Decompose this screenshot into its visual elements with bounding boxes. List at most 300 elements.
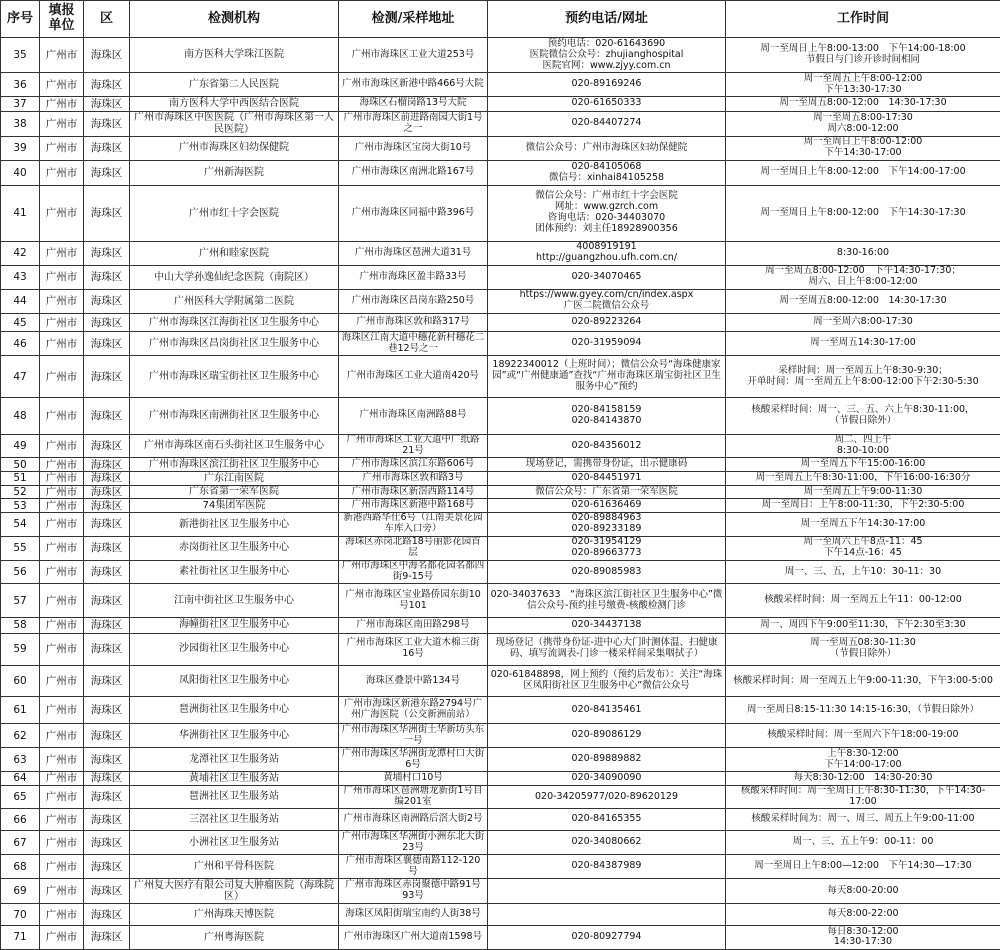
cell-institution: 素社街社区卫生服务中心 <box>130 560 339 584</box>
cell-address: 广州市海珠区昌岗东路250号 <box>339 289 488 313</box>
cell-reporting-unit: 广州市 <box>40 356 84 398</box>
cell-hours: 周一至周日上午8:00-12:00 下午14:00-17:00 <box>726 160 1000 185</box>
cell-reporting-unit: 广州市 <box>40 111 84 136</box>
cell-address: 广州市海珠区新港中路466号大院 <box>339 73 488 97</box>
cell-address: 广州市海珠区琶洲塘龙新街1号自编201室 <box>339 785 488 809</box>
cell-institution: 74集团军医院 <box>130 499 339 513</box>
cell-address: 广州市海珠区宝业路侨园东街10号101 <box>339 584 488 617</box>
cell-address: 广州市海珠区滨江东路606号 <box>339 458 488 472</box>
cell-reporting-unit: 广州市 <box>40 560 84 584</box>
cell-index: 69 <box>1 879 40 904</box>
header-reporting-unit: 填报 单位 <box>40 1 84 38</box>
cell-index: 44 <box>1 289 40 313</box>
cell-district: 海珠区 <box>84 855 130 879</box>
table-row <box>1 160 1000 185</box>
cell-hours: 周一至周日8:15-11:30 14:15-16:30，（节假日除外） <box>726 697 1000 724</box>
cell-index: 37 <box>1 97 40 112</box>
cell-address: 广州市海珠区工业大道253号 <box>339 38 488 73</box>
cell-district: 海珠区 <box>84 398 130 435</box>
table-row <box>1 458 1000 472</box>
cell-contact: 预约电话：020-61643690 医院微信公众号：zhujianghospital 医院官网：www.zjyy.com.cn <box>488 38 726 73</box>
table-row <box>1 73 1000 97</box>
cell-address: 广州市海珠区南洲北路167号 <box>339 160 488 185</box>
cell-hours: 周一至周五8:00-12:00 14:30-17:30 <box>726 289 1000 313</box>
cell-institution: 龙潭社区卫生服务站 <box>130 748 339 772</box>
cell-index: 71 <box>1 925 40 949</box>
cell-reporting-unit: 广州市 <box>40 136 84 160</box>
cell-contact: https://www.gyey.com/cn/index.aspx 广医二院微信公众号 <box>488 289 726 313</box>
cell-hours: 周一、周四下午9:00至11:30，下午2:30至3:30 <box>726 617 1000 633</box>
cell-index: 56 <box>1 560 40 584</box>
cell-index: 42 <box>1 241 40 265</box>
cell-institution: 南方医科大学珠江医院 <box>130 38 339 73</box>
cell-contact: 020-31954129 020-89663773 <box>488 536 726 560</box>
cell-reporting-unit: 广州市 <box>40 485 84 499</box>
cell-hours: 周二、四上午 8:30-10:00 <box>726 434 1000 458</box>
cell-index: 52 <box>1 485 40 499</box>
cell-hours: 每天8:30-12:00 14:30-20:30 <box>726 771 1000 785</box>
table-row <box>1 38 1000 73</box>
cell-contact: 020-34070465 <box>488 265 726 289</box>
cell-hours: 周一至周五下午14:30-17:00 <box>726 512 1000 536</box>
cell-hours: 周一、三、五上午9：00-11：00 <box>726 831 1000 855</box>
cell-district: 海珠区 <box>84 809 130 831</box>
cell-reporting-unit: 广州市 <box>40 785 84 809</box>
cell-contact: 020-84165355 <box>488 809 726 831</box>
cell-district: 海珠区 <box>84 536 130 560</box>
cell-reporting-unit: 广州市 <box>40 697 84 724</box>
cell-district: 海珠区 <box>84 356 130 398</box>
cell-address: 广州市海珠区赤岗聚德中路91号93号 <box>339 879 488 904</box>
cell-index: 49 <box>1 434 40 458</box>
cell-district: 海珠区 <box>84 925 130 949</box>
cell-address: 广州市海珠区新滘西路114号 <box>339 485 488 499</box>
cell-district: 海珠区 <box>84 831 130 855</box>
cell-address: 广州市海珠区广州大道南1598号 <box>339 925 488 949</box>
cell-institution: 海幢街社区卫生服务中心 <box>130 617 339 633</box>
cell-hours: 每日8:30-12:00 14:30-17:30 <box>726 925 1000 949</box>
cell-index: 62 <box>1 724 40 748</box>
cell-reporting-unit: 广州市 <box>40 665 84 696</box>
table-row <box>1 665 1000 696</box>
table-row <box>1 136 1000 160</box>
cell-institution: 广州市海珠区南洲街社区卫生服务中心 <box>130 398 339 435</box>
cell-hours: 核酸采样时间：周一至周六下午18:00-19:00 <box>726 724 1000 748</box>
table-row <box>1 265 1000 289</box>
cell-address: 广州市海珠区同福中路396号 <box>339 185 488 241</box>
cell-address: 海珠区江南大道中穗花新村穗花二巷12号之一 <box>339 332 488 356</box>
cell-hours: 周一至周日上午8:00—12:00 下午14:30—17:30 <box>726 855 1000 879</box>
cell-institution: 广州医科大学附属第二医院 <box>130 289 339 313</box>
cell-contact: 020-34090090 <box>488 771 726 785</box>
cell-district: 海珠区 <box>84 879 130 904</box>
cell-hours: 周一至周五上午8:30-11:00，下午16:00-16:30分 <box>726 472 1000 486</box>
cell-index: 53 <box>1 499 40 513</box>
cell-index: 39 <box>1 136 40 160</box>
cell-address: 黄埔村口10号 <box>339 771 488 785</box>
cell-index: 64 <box>1 771 40 785</box>
cell-reporting-unit: 广州市 <box>40 241 84 265</box>
cell-reporting-unit: 广州市 <box>40 904 84 926</box>
cell-contact: 020-34037633 “海珠区滨江街社区卫生服务中心”微信公众号-预约挂号缴费-核酸检测门诊 <box>488 584 726 617</box>
header-index: 序号 <box>1 1 40 38</box>
cell-reporting-unit: 广州市 <box>40 724 84 748</box>
cell-institution: 广州市海珠区瑞宝街社区卫生服务中心 <box>130 356 339 398</box>
cell-reporting-unit: 广州市 <box>40 313 84 332</box>
cell-address: 广州市海珠区工业大道木棉三街16号 <box>339 633 488 665</box>
cell-institution: 广州市海珠区南石头街社区卫生服务中心 <box>130 434 339 458</box>
cell-address: 广州市海珠区宝岗大街10号 <box>339 136 488 160</box>
cell-address: 广州市海珠区前进路南园大街1号之一 <box>339 111 488 136</box>
cell-reporting-unit: 广州市 <box>40 97 84 112</box>
cell-reporting-unit: 广州市 <box>40 289 84 313</box>
cell-address: 海珠区凤阳街瑞宝南约人街38号 <box>339 904 488 926</box>
table-row <box>1 241 1000 265</box>
cell-institution: 广州海珠天博医院 <box>130 904 339 926</box>
table-row <box>1 785 1000 809</box>
cell-contact: 020-31959094 <box>488 332 726 356</box>
cell-hours: 周一、三、五，上午10：30-11：30 <box>726 560 1000 584</box>
cell-reporting-unit: 广州市 <box>40 38 84 73</box>
cell-district: 海珠区 <box>84 748 130 772</box>
cell-reporting-unit: 广州市 <box>40 879 84 904</box>
cell-contact: 020-61650333 <box>488 97 726 112</box>
cell-district: 海珠区 <box>84 38 130 73</box>
cell-index: 47 <box>1 356 40 398</box>
cell-hours: 每天8:00-20:00 <box>726 879 1000 904</box>
table-row <box>1 855 1000 879</box>
cell-contact: 020-89889882 <box>488 748 726 772</box>
cell-district: 海珠区 <box>84 724 130 748</box>
cell-contact: 现场登记（携带身份证-进中心大门时测体温、扫健康码、填写流调表-门诊一楼采样间采集咽拭子） <box>488 633 726 665</box>
table-row <box>1 633 1000 665</box>
table-row <box>1 809 1000 831</box>
cell-contact: 微信公众号：广州市红十字会医院 网址：www.gzrch.com 咨询电话：020-34403070 团体预约：刘主任18928900356 <box>488 185 726 241</box>
cell-index: 40 <box>1 160 40 185</box>
cell-hours: 核酸采样时间：周一至周日上午8:30-11:30，下午14:30-17:00 <box>726 785 1000 809</box>
cell-contact <box>488 879 726 904</box>
table-row <box>1 332 1000 356</box>
cell-institution: 广州市海珠区昌岗街社区卫生服务中心 <box>130 332 339 356</box>
cell-address: 广州市海珠区敦和路317号 <box>339 313 488 332</box>
table-row <box>1 536 1000 560</box>
cell-contact: 18922340012（上班时间）；微信公众号“海珠健康家园”或“广州健康通”查找“广州市海珠区瑞宝街社区卫生服务中心”预约 <box>488 356 726 398</box>
cell-district: 海珠区 <box>84 241 130 265</box>
cell-contact: 现场登记，需携带身份证，出示健康码 <box>488 458 726 472</box>
cell-district: 海珠区 <box>84 265 130 289</box>
cell-institution: 广州市海珠区江海街社区卫生服务中心 <box>130 313 339 332</box>
cell-institution: 沙园街社区卫生服务中心 <box>130 633 339 665</box>
cell-institution: 小洲社区卫生服务站 <box>130 831 339 855</box>
cell-institution: 琶洲社区卫生服务站 <box>130 785 339 809</box>
cell-index: 68 <box>1 855 40 879</box>
cell-district: 海珠区 <box>84 97 130 112</box>
cell-reporting-unit: 广州市 <box>40 617 84 633</box>
cell-reporting-unit: 广州市 <box>40 855 84 879</box>
cell-district: 海珠区 <box>84 512 130 536</box>
cell-reporting-unit: 广州市 <box>40 265 84 289</box>
table-row <box>1 925 1000 949</box>
cell-hours: 核酸采样时间为：周一、周三、周五上午9:00-11:00 <box>726 809 1000 831</box>
cell-institution: 广州市海珠区中医医院（广州市海珠区第一人民医院） <box>130 111 339 136</box>
cell-index: 41 <box>1 185 40 241</box>
cell-address: 广州市海珠区华洲街小洲东北大街23号 <box>339 831 488 855</box>
table-row <box>1 499 1000 513</box>
cell-district: 海珠区 <box>84 499 130 513</box>
cell-reporting-unit: 广州市 <box>40 536 84 560</box>
cell-reporting-unit: 广州市 <box>40 831 84 855</box>
cell-institution: 广州和睦家医院 <box>130 241 339 265</box>
cell-address: 广州市海珠区中海名都花园名都四街9-15号 <box>339 560 488 584</box>
cell-institution: 广州市红十字会医院 <box>130 185 339 241</box>
cell-institution: 南方医科大学中西医结合医院 <box>130 97 339 112</box>
table-row <box>1 560 1000 584</box>
cell-institution: 广州复大医疗有限公司复大肿瘤医院（海珠院区） <box>130 879 339 904</box>
cell-district: 海珠区 <box>84 485 130 499</box>
cell-contact: 020-84158159 020-84143870 <box>488 398 726 435</box>
cell-index: 59 <box>1 633 40 665</box>
cell-reporting-unit: 广州市 <box>40 584 84 617</box>
table-row <box>1 771 1000 785</box>
header-hours: 工作时间 <box>726 1 1000 38</box>
cell-hours: 采样时间：周一至周五上午8:30-9:30； 开单时间：周一至周五上午8:00-12:00下午2:30-5:30 <box>726 356 1000 398</box>
table-row <box>1 748 1000 772</box>
cell-hours: 每天8:00-22:00 <box>726 904 1000 926</box>
cell-address: 新港西路华仕6号（江南美景花园车库入口旁） <box>339 512 488 536</box>
cell-hours: 周一至周六上午8点-11：45 下午14点-16：45 <box>726 536 1000 560</box>
cell-institution: 黄埔社区卫生服务站 <box>130 771 339 785</box>
table-row <box>1 97 1000 112</box>
cell-address: 广州市海珠区琶洲大道31号 <box>339 241 488 265</box>
cell-district: 海珠区 <box>84 289 130 313</box>
cell-district: 海珠区 <box>84 697 130 724</box>
cell-contact: 020-89884963 020-89233189 <box>488 512 726 536</box>
cell-index: 67 <box>1 831 40 855</box>
cell-address: 广州市海珠区南洲路88号 <box>339 398 488 435</box>
cell-district: 海珠区 <box>84 785 130 809</box>
cell-address: 广州市海珠区工业大道中广纸路21号 <box>339 434 488 458</box>
table-row <box>1 879 1000 904</box>
cell-reporting-unit: 广州市 <box>40 499 84 513</box>
cell-contact: 020-34205977/020-89620129 <box>488 785 726 809</box>
cell-hours: 周一至周日上午8:00-12:00 下午14:30-17:00 <box>726 136 1000 160</box>
cell-contact: 020-34080662 <box>488 831 726 855</box>
cell-reporting-unit: 广州市 <box>40 160 84 185</box>
cell-contact: 020-89223264 <box>488 313 726 332</box>
cell-institution: 广州和平骨科医院 <box>130 855 339 879</box>
cell-institution: 广州市海珠区妇幼保健院 <box>130 136 339 160</box>
table-row <box>1 485 1000 499</box>
cell-contact: 020-84356012 <box>488 434 726 458</box>
table-row <box>1 584 1000 617</box>
cell-reporting-unit: 广州市 <box>40 434 84 458</box>
cell-institution: 广东省第二人民医院 <box>130 73 339 97</box>
cell-district: 海珠区 <box>84 434 130 458</box>
cell-address: 广州市海珠区襄德南路112-120号 <box>339 855 488 879</box>
cell-index: 43 <box>1 265 40 289</box>
cell-district: 海珠区 <box>84 665 130 696</box>
cell-address: 广州市海珠区南洲路后滘大街2号 <box>339 809 488 831</box>
cell-hours: 8:30-16:00 <box>726 241 1000 265</box>
cell-institution: 华洲街社区卫生服务中心 <box>130 724 339 748</box>
cell-district: 海珠区 <box>84 185 130 241</box>
cell-institution: 江南中街社区卫生服务中心 <box>130 584 339 617</box>
cell-address: 广州市海珠区华洲街土华新坊头东一号 <box>339 724 488 748</box>
cell-reporting-unit: 广州市 <box>40 633 84 665</box>
cell-district: 海珠区 <box>84 617 130 633</box>
cell-hours: 上午8:30-12:00 下午14:00-17:00 <box>726 748 1000 772</box>
cell-hours: 周一至周五14:30-17:00 <box>726 332 1000 356</box>
cell-reporting-unit: 广州市 <box>40 398 84 435</box>
cell-address: 广州市海珠区新港东路2794号广州广海医院（公交新洲前站） <box>339 697 488 724</box>
cell-hours: 周一至周五8:00-17:30 周六8:00-12:00 <box>726 111 1000 136</box>
cell-index: 57 <box>1 584 40 617</box>
cell-institution: 琶洲街社区卫生服务中心 <box>130 697 339 724</box>
cell-district: 海珠区 <box>84 136 130 160</box>
header-address: 检测/采样地址 <box>339 1 488 38</box>
cell-index: 63 <box>1 748 40 772</box>
cell-institution: 广东省第一荣军医院 <box>130 485 339 499</box>
cell-district: 海珠区 <box>84 633 130 665</box>
cell-address: 广州市海珠区新港中路168号 <box>339 499 488 513</box>
cell-hours: 周一至周五8:00-12:00 14:30-17:30 <box>726 97 1000 112</box>
cell-index: 60 <box>1 665 40 696</box>
cell-index: 35 <box>1 38 40 73</box>
cell-contact: 020-61848898，网上预约（预约后发布）：关注“海珠区凤阳街社区卫生服务中心”微信公众号 <box>488 665 726 696</box>
cell-institution: 广州市海珠区滨江街社区卫生服务中心 <box>130 458 339 472</box>
table-row <box>1 697 1000 724</box>
cell-address: 广州市海珠区工业大道南420号 <box>339 356 488 398</box>
table-row <box>1 313 1000 332</box>
cell-institution: 三滘社区卫生服务站 <box>130 809 339 831</box>
cell-district: 海珠区 <box>84 771 130 785</box>
header-row <box>1 1 1000 38</box>
cell-district: 海珠区 <box>84 472 130 486</box>
cell-reporting-unit: 广州市 <box>40 748 84 772</box>
cell-contact <box>488 904 726 926</box>
cell-reporting-unit: 广州市 <box>40 809 84 831</box>
table-row <box>1 472 1000 486</box>
cell-district: 海珠区 <box>84 332 130 356</box>
cell-contact: 4008919191 http://guangzhou.ufh.com.cn/ <box>488 241 726 265</box>
cell-contact: 020-61636469 <box>488 499 726 513</box>
cell-reporting-unit: 广州市 <box>40 771 84 785</box>
cell-reporting-unit: 广州市 <box>40 925 84 949</box>
cell-index: 45 <box>1 313 40 332</box>
cell-district: 海珠区 <box>84 160 130 185</box>
cell-index: 58 <box>1 617 40 633</box>
cell-district: 海珠区 <box>84 73 130 97</box>
cell-index: 38 <box>1 111 40 136</box>
cell-hours: 周一至周五上午8:00-12:00 下午13:30-17:30 <box>726 73 1000 97</box>
cell-address: 海珠区叠景中路134号 <box>339 665 488 696</box>
table-row <box>1 831 1000 855</box>
cell-hours: 周一至周日上午8:00-13:00 下午14:00-18:00 节假日与门诊开诊时间相同 <box>726 38 1000 73</box>
cell-address: 广州市海珠区盈丰路33号 <box>339 265 488 289</box>
cell-address: 广州市海珠区敦和路3号 <box>339 472 488 486</box>
cell-institution: 新港街社区卫生服务中心 <box>130 512 339 536</box>
header-district: 区 <box>84 1 130 38</box>
header-contact: 预约电话/网址 <box>488 1 726 38</box>
cell-contact: 020-89086129 <box>488 724 726 748</box>
cell-hours: 周一至周日：上午8:00-11:30，下午2:30-5:00 <box>726 499 1000 513</box>
cell-index: 55 <box>1 536 40 560</box>
cell-reporting-unit: 广州市 <box>40 512 84 536</box>
cell-address: 海珠区赤岗北路18号丽影花园首层 <box>339 536 488 560</box>
cell-contact: 020-80927794 <box>488 925 726 949</box>
cell-contact: 020-84105068 微信号：xinhai84105258 <box>488 160 726 185</box>
table-row <box>1 356 1000 398</box>
cell-institution: 广州新海医院 <box>130 160 339 185</box>
cell-contact: 020-84407274 <box>488 111 726 136</box>
table-row <box>1 512 1000 536</box>
cell-contact: 020-34437138 <box>488 617 726 633</box>
cell-index: 46 <box>1 332 40 356</box>
cell-district: 海珠区 <box>84 458 130 472</box>
cell-hours: 核酸采样时间：周一至周五上午11：00-12:00 <box>726 584 1000 617</box>
cell-hours: 周一至周五下午15:00-16:00 <box>726 458 1000 472</box>
cell-index: 36 <box>1 73 40 97</box>
cell-district: 海珠区 <box>84 560 130 584</box>
cell-hours: 周一至周日上午8:00-12:00 下午14:30-17:30 <box>726 185 1000 241</box>
cell-hours: 核酸采样时间：周一至周五上午9:00-11:30，下午3:00-5:00 <box>726 665 1000 696</box>
cell-address: 海珠区石榴岗路13号大院 <box>339 97 488 112</box>
cell-index: 61 <box>1 697 40 724</box>
cell-contact: 020-84387989 <box>488 855 726 879</box>
cell-district: 海珠区 <box>84 111 130 136</box>
cell-district: 海珠区 <box>84 904 130 926</box>
table-row <box>1 111 1000 136</box>
cell-hours: 周一至周五08:30-11:30 （节假日除外） <box>726 633 1000 665</box>
cell-index: 50 <box>1 458 40 472</box>
cell-address: 广州市海珠区华洲街龙潭村口大街6号 <box>339 748 488 772</box>
cell-index: 51 <box>1 472 40 486</box>
cell-reporting-unit: 广州市 <box>40 73 84 97</box>
cell-contact: 020-84451971 <box>488 472 726 486</box>
table-row <box>1 434 1000 458</box>
cell-reporting-unit: 广州市 <box>40 458 84 472</box>
cell-reporting-unit: 广州市 <box>40 332 84 356</box>
table-row <box>1 185 1000 241</box>
cell-index: 48 <box>1 398 40 435</box>
cell-index: 66 <box>1 809 40 831</box>
cell-hours: 周一至周六8:00-17:30 <box>726 313 1000 332</box>
cell-hours: 周一至周五8:00-12:00 下午14:30-17:30； 周六、日上午8:00-12:00 <box>726 265 1000 289</box>
table-row <box>1 724 1000 748</box>
cell-institution: 凤阳街社区卫生服务中心 <box>130 665 339 696</box>
cell-contact: 微信公众号：广东省第一荣军医院 <box>488 485 726 499</box>
cell-institution: 广州粤海医院 <box>130 925 339 949</box>
cell-index: 54 <box>1 512 40 536</box>
cell-institution: 中山大学孙逸仙纪念医院（南院区） <box>130 265 339 289</box>
cell-district: 海珠区 <box>84 584 130 617</box>
cell-reporting-unit: 广州市 <box>40 472 84 486</box>
cell-institution: 广东江南医院 <box>130 472 339 486</box>
cell-contact: 020-89085983 <box>488 560 726 584</box>
cell-address: 广州市海珠区南田路298号 <box>339 617 488 633</box>
cell-district: 海珠区 <box>84 313 130 332</box>
cell-hours: 周一至周五上午9:00-11:30 <box>726 485 1000 499</box>
cell-hours: 核酸采样时间：周一、三、五、六上午8:30-11:00， （节假日除外） <box>726 398 1000 435</box>
header-institution: 检测机构 <box>130 1 339 38</box>
cell-reporting-unit: 广州市 <box>40 185 84 241</box>
table-row <box>1 398 1000 435</box>
table-row <box>1 289 1000 313</box>
table-row <box>1 904 1000 926</box>
cell-contact: 020-84135461 <box>488 697 726 724</box>
cell-institution: 赤岗街社区卫生服务中心 <box>130 536 339 560</box>
cell-contact: 微信公众号：广州市海珠区妇幼保健院 <box>488 136 726 160</box>
